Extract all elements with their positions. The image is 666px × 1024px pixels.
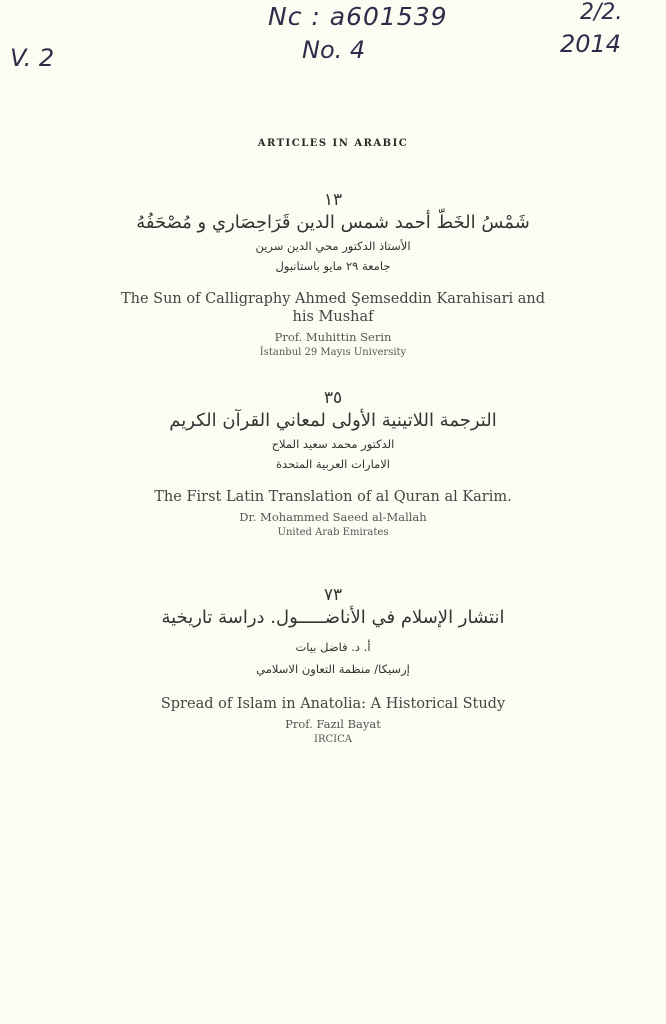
article-institution-arabic: جامعة ٢٩ مايو باستانبول [275, 258, 391, 273]
article-author-english: Prof. Fazıl Bayat [285, 716, 381, 731]
article-author-arabic: أ. د. فاضل بيات [295, 639, 371, 654]
article-entry [0, 388, 666, 540]
article-institution-english: IRCICA [314, 734, 352, 746]
handwritten-number: No. 4 [302, 36, 366, 64]
article-author-english: Prof. Muhittin Serin [274, 329, 392, 344]
article-institution-arabic: إرسيكا/ منظمة التعاون الاسلامي [256, 661, 410, 676]
handwritten-year: 2014 [560, 30, 622, 58]
article-institution-english: İstanbul 29 Mayıs University [259, 347, 407, 359]
article-title-english: Spread of Islam in Anatolia: A Historical Study [160, 695, 506, 712]
article-author-arabic: الدكتور محمد سعيد الملاح [271, 436, 395, 451]
article-page-number: ٣٥ [323, 388, 343, 408]
article-title-english: The First Latin Translation of al Quran al Karim. [154, 488, 512, 505]
handwritten-volume: V. 2 [10, 44, 55, 72]
article-title-arabic: شَمْسُ الخَطّ أحمد شمس الدين قَرَاحِصَاري و مُصْحَفُهُ [136, 212, 530, 234]
article-page-number: ١٣ [323, 190, 343, 210]
article-entry [0, 585, 666, 747]
article-institution-english: United Arab Emirates [277, 527, 389, 539]
article-institution-arabic: الامارات العربية المتحدة [275, 456, 391, 471]
handwritten-date-code: 2/2. [580, 0, 623, 25]
article-title-arabic: الترجمة اللاتينية الأولى لمعاني القرآن الكريم [169, 410, 497, 432]
section-heading: ARTICLES IN ARABIC [257, 138, 409, 149]
article-entry [0, 190, 666, 360]
article-title-arabic: انتشار الإسلام في الأناضـــــول. دراسة تاريخية [161, 607, 505, 629]
article-page-number: ٧٣ [323, 585, 343, 605]
handwritten-catalog-number: Nc : a601539 [268, 2, 448, 31]
article-author-english: Dr. Mohammed Saeed al-Mallah [239, 509, 427, 524]
article-title-english: The Sun of Calligraphy Ahmed Şemseddin Karahisari and his Mushaf [120, 290, 546, 325]
article-author-arabic: الأستاذ الدكتور محي الدين سرين [255, 238, 411, 253]
